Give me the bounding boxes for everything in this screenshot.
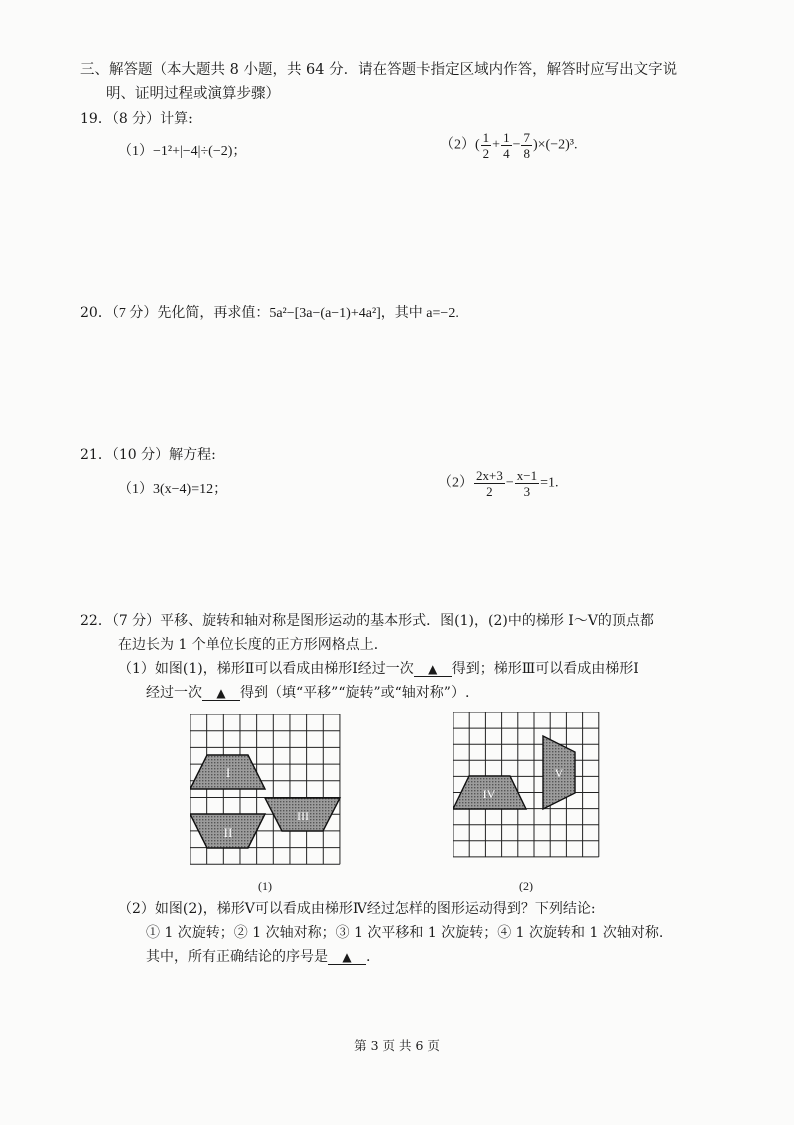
q22-p2-line3: [146, 946, 370, 966]
q22-blank-2[interactable]: ▲: [202, 686, 240, 701]
label-iii: III: [297, 809, 309, 823]
q19-p1-expr: −1²+|−4|÷(−2)；: [153, 144, 247, 159]
q19-fraction-3: [521, 130, 532, 161]
label-v: V: [554, 766, 564, 780]
q22-intro-line2: 在边长为 1 个单位长度的正方形网格点上．: [118, 637, 388, 653]
q19-f3-den: 8: [523, 146, 530, 161]
q21-f2-num: x−1: [516, 468, 538, 483]
q22-blank-1[interactable]: ▲: [414, 662, 452, 677]
q19-f1-num: 1: [482, 130, 490, 145]
q19-f2-den: 4: [503, 146, 510, 161]
q19-f3-num: 7: [523, 130, 530, 145]
q21-part2: [438, 468, 559, 499]
q21-heading: [80, 444, 216, 464]
section-header-line2: 明、证明过程或演算步骤）: [106, 86, 280, 102]
q19-number: 19．: [80, 111, 112, 127]
q19-f1-den: 2: [482, 146, 490, 161]
q22-p2-line2: ① 1 次旋转；② 1 次轴对称；③ 1 次平移和 1 次旋转；④ 1 次旋转和 1 次轴对称.: [146, 925, 664, 941]
q19-op2: −: [512, 137, 521, 153]
q22-p2-line3-text-a: 其中，所有正确结论的序号是: [146, 949, 328, 965]
page-footer: 第 3 页 共 6 页: [354, 1038, 440, 1053]
q19-f2-num: 1: [503, 130, 510, 145]
q22-p1-line2-text-a: 经过一次: [146, 685, 202, 701]
q22-intro-line1: [80, 610, 654, 630]
q21-fraction-2: [515, 468, 539, 499]
q19-p2-tail: )×(−2)³.: [532, 137, 578, 153]
label-i: I: [225, 765, 231, 780]
figure-1: [190, 714, 344, 894]
q19-part2: [440, 130, 577, 161]
q22-number: 22．: [80, 613, 112, 629]
q19-part1: [118, 140, 246, 160]
q21-number: 21．: [80, 447, 112, 463]
q19-fraction-1: [481, 130, 492, 161]
q19-p2-label: （2）: [440, 137, 475, 153]
q21-f1-num: 2x+3: [476, 468, 503, 483]
label-iv: IV: [482, 787, 496, 801]
q21-f1-den: 2: [486, 484, 493, 499]
q22-p1-text-a: （1）如图(1)，梯形Ⅱ可以看成由梯形Ⅰ经过一次: [118, 661, 414, 677]
q22-p1-line1: [118, 658, 639, 678]
figure-2-caption: (2): [519, 879, 533, 892]
q19-fraction-2: [501, 130, 512, 161]
label-ii: II: [223, 825, 233, 840]
q20-text: （7 分）先化简，再求值：5a²−[3a−(a−1)+4a²]，其中 a=−2.: [111, 306, 459, 321]
figure-2: [453, 712, 601, 892]
q20-number: 20．: [80, 305, 112, 321]
q21-fraction-1: [474, 468, 505, 499]
q22-p1-text-b: 得到；梯形Ⅲ可以看成由梯形Ⅰ: [451, 661, 639, 677]
q22-p1-line2: [146, 682, 469, 702]
q22-blank-3[interactable]: ▲: [328, 950, 366, 965]
q21-f2-den: 3: [523, 484, 531, 499]
section-header-line1: 三、解答题（本大题共 8 小题，共 64 分．请在答题卡指定区域内作答，解答时应写出文字说: [80, 62, 678, 78]
q21-op: −: [505, 475, 514, 491]
q20-heading: [80, 302, 459, 322]
q19-p2-open: (: [475, 137, 480, 153]
q21-p2-label: （2）: [438, 475, 473, 491]
q19-score: （8 分）计算:: [111, 111, 193, 127]
q22-p2-line3-text-b: .: [366, 949, 371, 965]
q21-rhs: =1.: [540, 475, 559, 491]
q19-heading: [80, 108, 193, 128]
q22-p2-line1: （2）如图(2)，梯形Ⅴ可以看成由梯形Ⅳ经过怎样的图形运动得到？下列结论:: [118, 901, 596, 917]
figure-1-caption: (1): [258, 879, 272, 893]
q19-p1-label: （1）: [118, 144, 153, 159]
q21-part1: （1）3(x−4)=12；: [118, 482, 228, 497]
q19-op1: +: [492, 137, 501, 153]
q21-score: （10 分）解方程:: [111, 447, 216, 463]
q22-p1-line2-text-b: 得到（填“平移”“旋转”或“轴对称”）.: [240, 685, 470, 701]
q22-intro-text1: （7 分）平移、旋转和轴对称是图形运动的基本形式．图(1)，(2)中的梯形 Ⅰ～Ⅴ的顶点都: [111, 613, 654, 629]
